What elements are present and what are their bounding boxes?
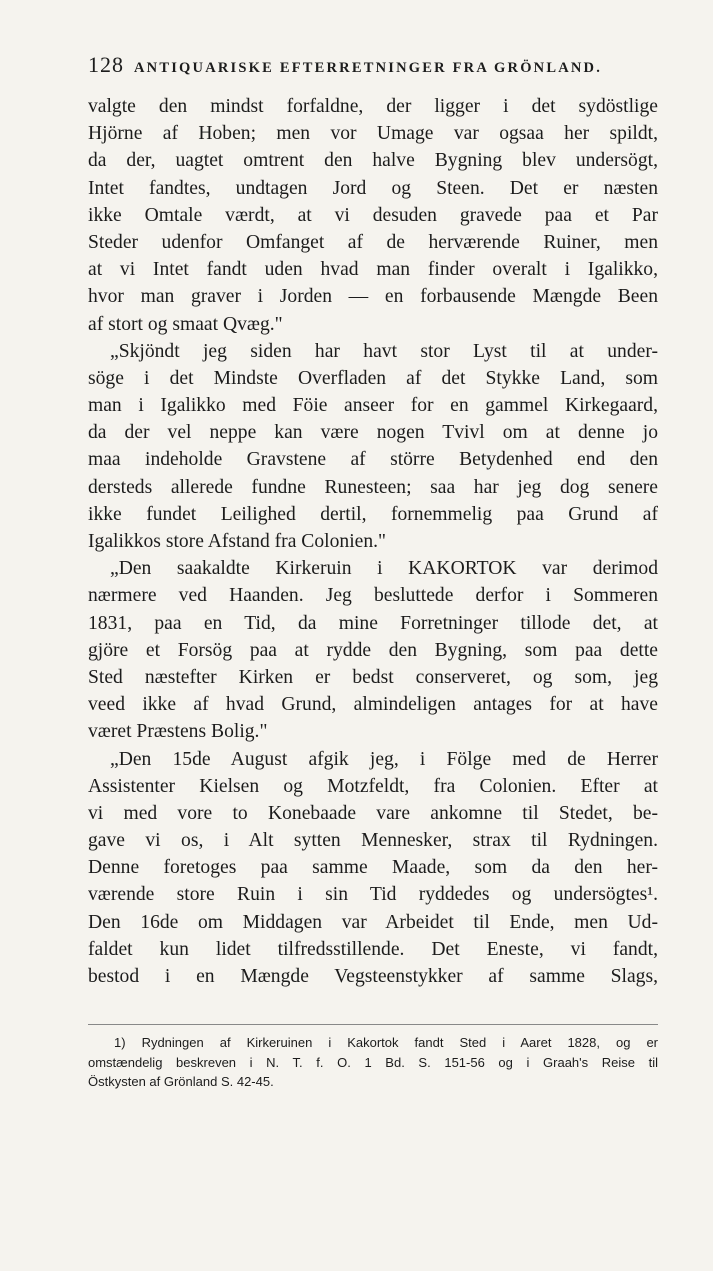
text-line: Sted næstefter Kirken er bedst conserveret, og som, jeg xyxy=(88,666,658,688)
text-line: dersteds allerede fundne Runesteen; saa har jeg dog senere xyxy=(88,476,658,498)
footnote-line: omstændelig beskreven i N. T. f. O. 1 Bd. S. 151-56 og i Graah's Reise til xyxy=(88,1054,658,1070)
text-line: været Præstens Bolig." xyxy=(88,721,268,743)
text-line: bestod i en Mængde Vegsteenstykker af samme Slags, xyxy=(88,966,658,987)
text-line: Steder udenfor Omfanget af de herværende Ruiner, men xyxy=(88,231,658,253)
text-line: hvor man graver i Jorden — en forbausende Mængde Been xyxy=(88,286,658,308)
text-line: veed ikke af hvad Grund, almindeligen antages for at have xyxy=(88,694,658,716)
text-line: valgte den mindst forfaldne, der ligger i det sydöstlige xyxy=(88,96,658,117)
text-line: faldet kun lidet tilfredsstillende. Det Eneste, vi fandt, xyxy=(88,938,658,960)
text-line: „Den 15de August afgik jeg, i Fölge med de Herrer xyxy=(110,748,658,770)
text-line: værende store Ruin i sin Tid ryddedes og undersögtes¹. xyxy=(88,884,658,906)
text-line: „Skjöndt jeg siden har havt stor Lyst til at under- xyxy=(110,340,658,362)
text-line: vi med vore to Konebaade vare ankomne til Stedet, be- xyxy=(88,802,658,824)
text-line: da der vel neppe kan være nogen Tvivl om at denne jo xyxy=(88,422,658,444)
text-line: gjöre et Forsög paa at rydde den Bygning, som paa dette xyxy=(88,639,658,661)
text-line: man i Igalikko med Föie anseer for en gammel Kirkegaard, xyxy=(88,395,658,417)
text-line: af stort og smaat Qvæg." xyxy=(88,313,283,335)
text-line: at vi Intet fandt uden hvad man finder overalt i Igalikko, xyxy=(88,259,658,281)
text-line: Intet fandtes, undtagen Jord og Steen. Det er næsten xyxy=(88,177,658,199)
text-line: Den 16de om Middagen var Arbeidet til Ende, men Ud- xyxy=(88,911,658,933)
page-content xyxy=(88,52,658,1092)
text-line: Denne foretoges paa samme Maade, som da den her- xyxy=(88,857,658,879)
text-line: ikke Omtale værdt, at vi desuden gravede paa et Par xyxy=(88,204,658,226)
text-line: nærmere ved Haanden. Jeg besluttede derfor i Sommeren xyxy=(88,585,658,607)
text-line: maa indeholde Gravstene af större Betydenhed end den xyxy=(88,449,658,471)
text-line: Assistenter Kielsen og Motzfeldt, fra Colonien. Efter at xyxy=(88,775,658,797)
text-line: Hjörne af Hoben; men vor Umage var ogsaa her spildt, xyxy=(88,123,658,145)
text-line: gave vi os, i Alt sytten Mennesker, strax til Rydningen. xyxy=(88,830,658,852)
footnote xyxy=(88,1024,658,1092)
body-text xyxy=(88,93,658,990)
text-line: da der, uagtet omtrent den halve Bygning blev undersögt, xyxy=(88,150,658,172)
text-line: 1831, paa en Tid, da mine Forretninger tillode det, at xyxy=(88,612,658,634)
footnote-line: Östkysten af Grönland S. 42-45. xyxy=(88,1074,274,1090)
text-line: Igalikkos store Afstand fra Colonien." xyxy=(88,531,387,552)
running-title: ANTIQUARISKE EFTERRETNINGER FRA GRÖNLAND. xyxy=(134,60,603,76)
text-line: ikke fundet Leilighed dertil, fornemmelig paa Grund af xyxy=(88,503,658,525)
page-header xyxy=(88,52,658,92)
text-line: „Den saakaldte Kirkeruin i KAKORTOK var derimod xyxy=(110,558,658,580)
page-number: 128 xyxy=(88,52,124,77)
footnote-line: 1) Rydningen af Kirkeruinen i Kakortok fandt Sted i Aaret 1828, og er xyxy=(114,1035,658,1051)
text-line: söge i det Mindste Overfladen af det Stykke Land, som xyxy=(88,367,658,389)
